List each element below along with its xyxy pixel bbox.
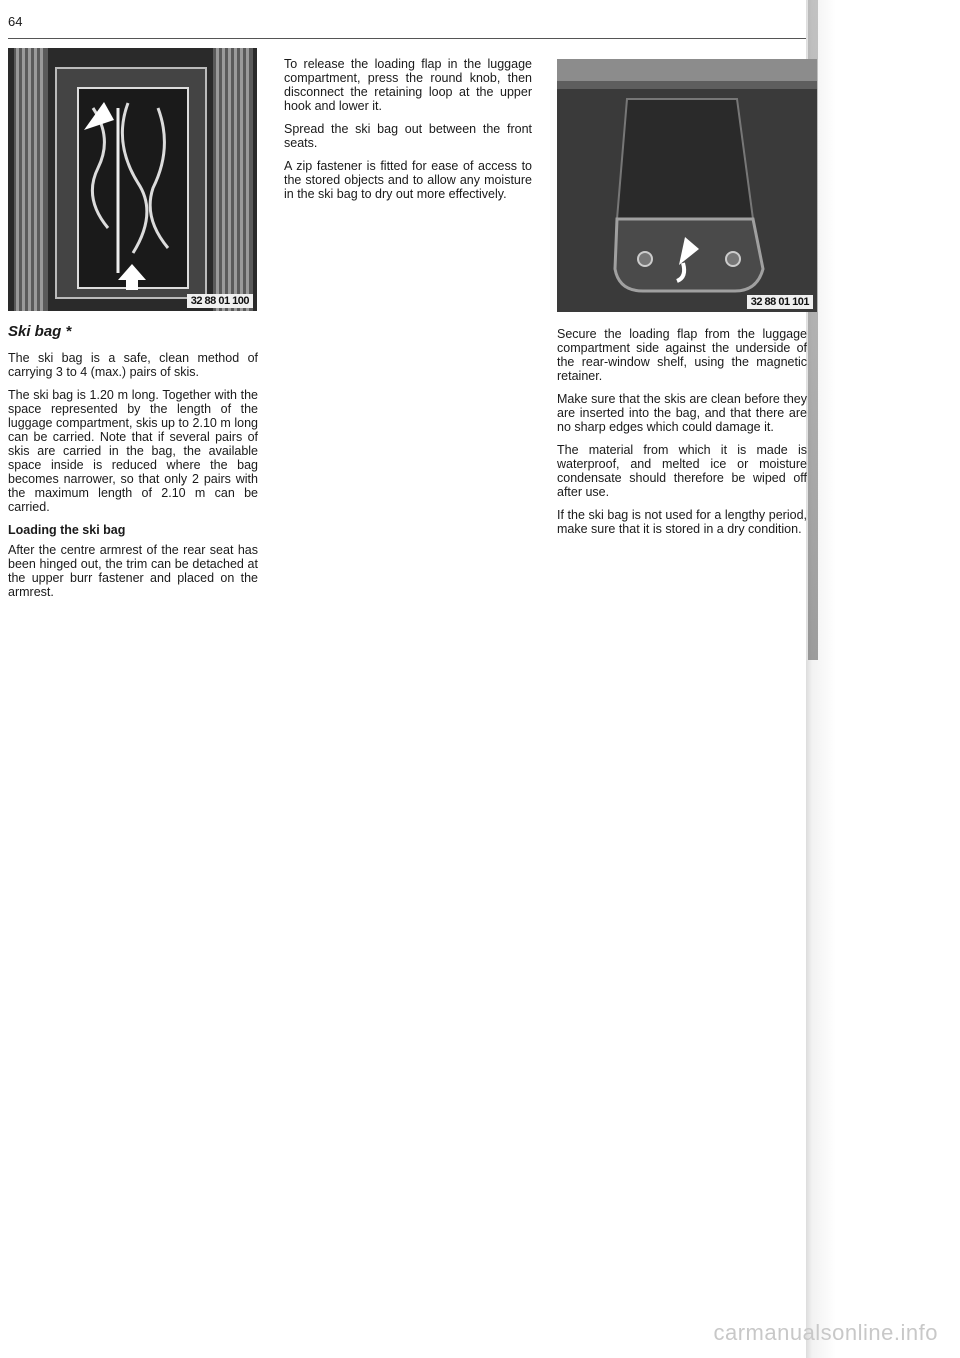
- subheading: Loading the ski bag: [8, 523, 126, 537]
- figure-loading-flap: [557, 59, 817, 312]
- paragraph: After the centre armrest of the rear seat has been hinged out, the trim can be detached at the upper burr fastener and placed on the armrest.: [8, 543, 258, 599]
- paragraph: The ski bag is a safe, clean method of carrying 3 to 4 (max.) pairs of skis.: [8, 351, 258, 379]
- column-middle: [284, 57, 532, 210]
- paragraph: To release the loading flap in the luggage compartment, press the round knob, then disconnect the retaining loop at the upper hook and lower it.: [284, 57, 532, 113]
- paragraph: A zip fastener is fitted for ease of access to the stored objects and to allow any moisture in the ski bag to dry out more effectively.: [284, 159, 532, 201]
- column-right: [557, 327, 807, 545]
- ski-bag-opening-illustration: [8, 48, 257, 311]
- page-number: 64: [8, 14, 23, 29]
- paragraph: Secure the loading flap from the luggage compartment side against the underside of the rear-window shelf, using the magnetic retainer.: [557, 327, 807, 383]
- section-heading: Ski bag *: [8, 323, 72, 340]
- paragraph: The material from which it is made is waterproof, and melted ice or moisture condensate should therefore be wiped off after use.: [557, 443, 807, 499]
- page-edge-shadow: [806, 0, 960, 1358]
- paragraph: Make sure that the skis are clean before they are inserted into the bag, and that there are no sharp edges which could damage it.: [557, 392, 807, 434]
- paragraph: The ski bag is 1.20 m long. Together with the space represented by the length of the luggage compartment, skis up to 2.10 m long can be carried. Note that if several pairs of skis are carried in the bag, the available space inside is reduced where the bag becomes narrower, so that only 2 pairs with the maximum length of 2.10 m can be carried.: [8, 388, 258, 514]
- paragraph: If the ski bag is not used for a lengthy period, make sure that it is stored in a dry condition.: [557, 508, 807, 536]
- paragraph: Spread the ski bag out between the front seats.: [284, 122, 532, 150]
- column-left: [8, 325, 258, 608]
- figure-code: 32 88 01 100: [187, 294, 253, 308]
- watermark: carmanualsonline.info: [713, 1320, 938, 1345]
- loading-flap-illustration: [557, 59, 817, 312]
- figure-ski-bag-opening: [8, 48, 257, 311]
- header-rule: [8, 38, 806, 39]
- figure-code: 32 88 01 101: [747, 295, 813, 309]
